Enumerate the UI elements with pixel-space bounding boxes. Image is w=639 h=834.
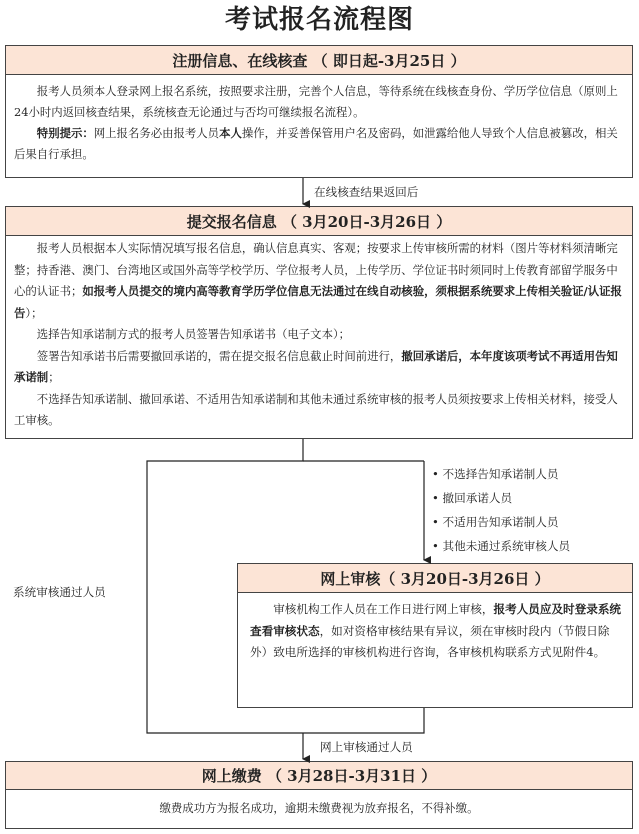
arrow-1-label: 在线核查结果返回后 xyxy=(314,185,419,199)
payment-step-header: 网上缴费 （ 3月28日-3月31日 ） xyxy=(6,762,632,790)
review-paragraph-1-text: 审核机构工作人员在工作日进行网上审核， xyxy=(273,602,494,616)
register-paragraph-1: 报考人员须本人登录网上报名系统，按照要求注册，完善个人信息，等待系统在线核查身份、学历学位信息（原则上24小时内返回核查结果，系统核查无论通过与否均可继续报名流程）。 xyxy=(14,84,618,119)
review-step-header: 网上审核（ 3月20日-3月26日 ） xyxy=(238,564,632,593)
page-title: 考试报名流程图 xyxy=(224,5,414,35)
arrow-3-label: 网上审核通过人员 xyxy=(320,740,413,754)
special-note-text-b: 操作，并妥善保管用户名及密码，如泄露给他人导致个人信息被篡改，相关后果自行承担。 xyxy=(14,126,618,161)
special-note-emphasis: 本人 xyxy=(219,126,242,140)
review-paragraph-1-end: ，如对资格审核结果有异议，须在审核时段内（节假日除外）致电所选择的审核机构进行咨询，各审核机构联系方式见附件4。 xyxy=(250,623,610,659)
connector-left-loop xyxy=(147,439,303,733)
submit-paragraph-1-emphasis: 如报考人员提交的境内高等教育学历学位信息无法通过在线自动核验，须根据系统要求上传相关验证/认证报告 xyxy=(14,284,622,320)
special-note-text-a: 网上报名务必由报考人员 xyxy=(93,126,220,140)
submit-paragraph-3-end: ； xyxy=(48,370,60,384)
manual-review-bullet-2: • 撤回承诺人员 xyxy=(432,491,513,505)
submit-paragraph-1-text: 报考人员根据本人实际情况填写报名信息，确认信息真实、客观；按要求上传审核所需的材料（图片等材料须清晰完整；持香港、澳门、台湾地区或国外高等学校学历、学位报考人员，上传学历、学位证书时须同时上传教育部留学服务中心的认证书； xyxy=(14,241,618,298)
manual-review-bullet-4: • 其他未通过系统审核人员 xyxy=(432,539,571,553)
submit-paragraph-1-end: ）； xyxy=(25,305,43,320)
manual-review-bullet-1: • 不选择告知承诺制人员 xyxy=(432,467,559,481)
submit-paragraph-3-text: 签署告知承诺书后需要撤回承诺的，需在提交报名信息截止时间前进行， xyxy=(36,348,402,363)
submit-paragraph-4: 不选择告知承诺制、撤回承诺、不适用告知承诺制和其他未通过系统审核的报考人员须按要求上传相关材料，接受人工审核。 xyxy=(14,391,618,427)
submit-paragraph-2: 选择告知承诺制方式的报考人员签署告知承诺书（电子文本）； xyxy=(36,327,351,341)
connector-review-down xyxy=(303,708,424,733)
manual-review-bullet-3: • 不适用告知承诺制人员 xyxy=(432,515,559,529)
submit-step-header: 提交报名信息 （ 3月20日-3月26日 ） xyxy=(6,207,632,236)
review-paragraph-1-emphasis: 报考人员应及时登录系统查看审核状态 xyxy=(250,602,622,638)
register-step-header: 注册信息、在线核查 （ 即日起-3月25日 ） xyxy=(6,46,632,75)
system-pass-label: 系统审核通过人员 xyxy=(13,585,106,599)
submit-paragraph-3-emphasis: 撤回承诺后，本年度该项考试不再适用告知承诺制 xyxy=(14,348,618,384)
special-note-label: 特别提示： xyxy=(36,126,94,140)
payment-paragraph-1: 缴费成功方为报名成功，逾期未缴费视为放弃报名，不得补缴。 xyxy=(159,801,479,815)
